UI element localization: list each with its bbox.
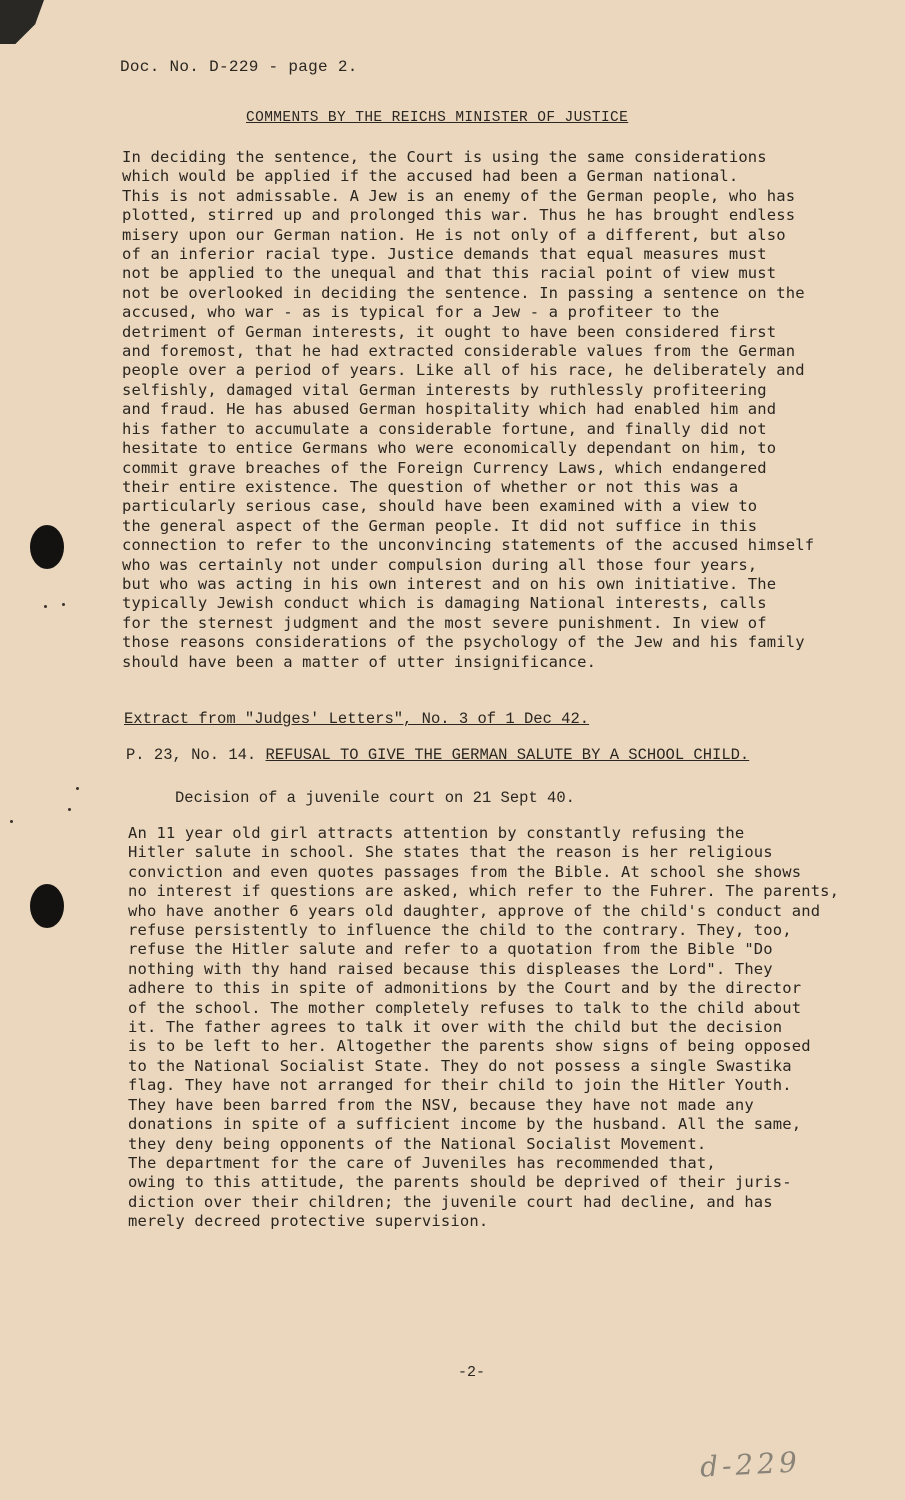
decision-line: Decision of a juvenile court on 21 Sept 40. bbox=[175, 789, 575, 807]
text-line: diction over their children; the juvenile court had decline, and has bbox=[128, 1192, 773, 1211]
speck bbox=[44, 605, 47, 608]
section-title: COMMENTS BY THE REICHS MINISTER OF JUSTICE bbox=[246, 110, 629, 126]
punch-hole-top bbox=[30, 525, 64, 569]
handwritten-annotation: d-229 bbox=[699, 1445, 802, 1484]
text-line: for the sternest judgment and the most severe punishment. In view of bbox=[122, 613, 767, 632]
page-number: -2- bbox=[458, 1364, 486, 1381]
doc-header: Doc. No. D-229 - page 2. bbox=[120, 58, 358, 76]
text-line: not be overlooked in deciding the sentence. In passing a sentence on the bbox=[122, 283, 805, 302]
punch-hole-bottom bbox=[30, 884, 64, 928]
text-line: Hitler salute in school. She states that the reason is her religious bbox=[128, 843, 773, 862]
speck bbox=[76, 787, 79, 790]
text-line: donations in spite of a sufficient income by the husband. All the same, bbox=[128, 1115, 802, 1134]
text-line: An 11 year old girl attracts attention by constantly refusing the bbox=[128, 824, 745, 842]
text-line: his father to accumulate a considerable fortune, and finally did not bbox=[122, 419, 767, 438]
text-line: of the school. The mother completely refuses to talk to the child about bbox=[128, 998, 802, 1017]
text-line: those reasons considerations of the psychology of the Jew and his family bbox=[122, 633, 805, 652]
text-line: their entire existence. The question of whether or not this was a bbox=[122, 477, 739, 496]
text-line: conviction and even quotes passages from the Bible. At school she shows bbox=[128, 862, 802, 881]
text-line: they deny being opponents of the National Socialist Movement. bbox=[128, 1134, 707, 1153]
text-line: not be applied to the unequal and that this racial point of view must bbox=[122, 264, 777, 283]
text-line: They have been barred from the NSV, because they have not made any bbox=[128, 1095, 754, 1114]
reference-line bbox=[126, 746, 749, 764]
text-line: particularly serious case, should have been examined with a view to bbox=[122, 497, 758, 516]
text-line: which would be applied if the accused had been a German national. bbox=[122, 167, 739, 186]
extract-heading: Extract from "Judges' Letters", No. 3 of 1 Dec 42. bbox=[124, 710, 590, 728]
speck bbox=[68, 808, 71, 811]
text-line: connection to refer to the unconvincing statements of the accused himself bbox=[122, 536, 815, 555]
text-line: should have been a matter of utter insignificance. bbox=[122, 652, 597, 671]
text-line: is to be left to her. Altogether the parents show signs of being opposed bbox=[128, 1037, 811, 1056]
text-line: the general aspect of the German people. It did not suffice in this bbox=[122, 516, 758, 535]
reference-title: REFUSAL TO GIVE THE GERMAN SALUTE BY A SCHOOL CHILD. bbox=[265, 746, 750, 764]
text-line: typically Jewish conduct which is damaging National interests, calls bbox=[122, 594, 767, 613]
text-line: selfishly, damaged vital German interests by ruthlessly profiteering bbox=[122, 380, 767, 399]
text-line: and fraud. He has abused German hospitality which had enabled him and bbox=[122, 400, 777, 419]
text-line: no interest if questions are asked, which refer to the Fuhrer. The parents, bbox=[128, 882, 840, 901]
text-line: merely decreed protective supervision. bbox=[128, 1212, 489, 1231]
torn-corner bbox=[0, 0, 44, 44]
text-line: This is not admissable. A Jew is an enemy of the German people, who has bbox=[122, 186, 796, 205]
text-line: who was certainly not under compulsion during all those four years, bbox=[122, 555, 758, 574]
text-line: to the National Socialist State. They do not possess a single Swastika bbox=[128, 1056, 792, 1075]
text-line: commit grave breaches of the Foreign Currency Laws, which endangered bbox=[122, 458, 767, 477]
text-line: plotted, stirred up and prolonged this war. Thus he has brought endless bbox=[122, 206, 796, 225]
text-line: In deciding the sentence, the Court is using the same considerations bbox=[122, 148, 767, 166]
paragraph-comments bbox=[122, 148, 814, 672]
speck bbox=[10, 820, 13, 823]
text-line: who have another 6 years old daughter, approve of the child's conduct and bbox=[128, 901, 821, 920]
text-line: of an inferior racial type. Justice demands that equal measures must bbox=[122, 245, 767, 264]
text-line: owing to this attitude, the parents should be deprived of their juris- bbox=[128, 1173, 792, 1192]
text-line: hesitate to entice Germans who were economically dependant on him, to bbox=[122, 439, 777, 458]
speck bbox=[62, 603, 65, 606]
text-line: but who was acting in his own interest and on his own initiative. The bbox=[122, 574, 777, 593]
text-line: people over a period of years. Like all of his race, he deliberately and bbox=[122, 361, 805, 380]
text-line: and foremost, that he had extracted considerable values from the German bbox=[122, 342, 796, 361]
text-line: nothing with thy hand raised because this displeases the Lord". They bbox=[128, 959, 773, 978]
text-line: accused, who war - as is typical for a Jew - a profiteer to the bbox=[122, 303, 720, 322]
text-line: refuse persistently to influence the child to the contrary. They, too, bbox=[128, 921, 792, 940]
text-line: refuse the Hitler salute and refer to a quotation from the Bible "Do bbox=[128, 940, 773, 959]
paragraph-case bbox=[128, 824, 839, 1232]
text-line: flag. They have not arranged for their child to join the Hitler Youth. bbox=[128, 1076, 792, 1095]
text-line: it. The father agrees to talk it over with the child but the decision bbox=[128, 1018, 783, 1037]
text-line: adhere to this in spite of admonitions by the Court and by the director bbox=[128, 979, 802, 998]
text-line: The department for the care of Juveniles has recommended that, bbox=[128, 1153, 716, 1172]
text-line: misery upon our German nation. He is not only of a different, but also bbox=[122, 225, 786, 244]
text-line: detriment of German interests, it ought to have been considered first bbox=[122, 322, 777, 341]
reference-prefix: P. 23, No. 14. bbox=[126, 746, 257, 764]
